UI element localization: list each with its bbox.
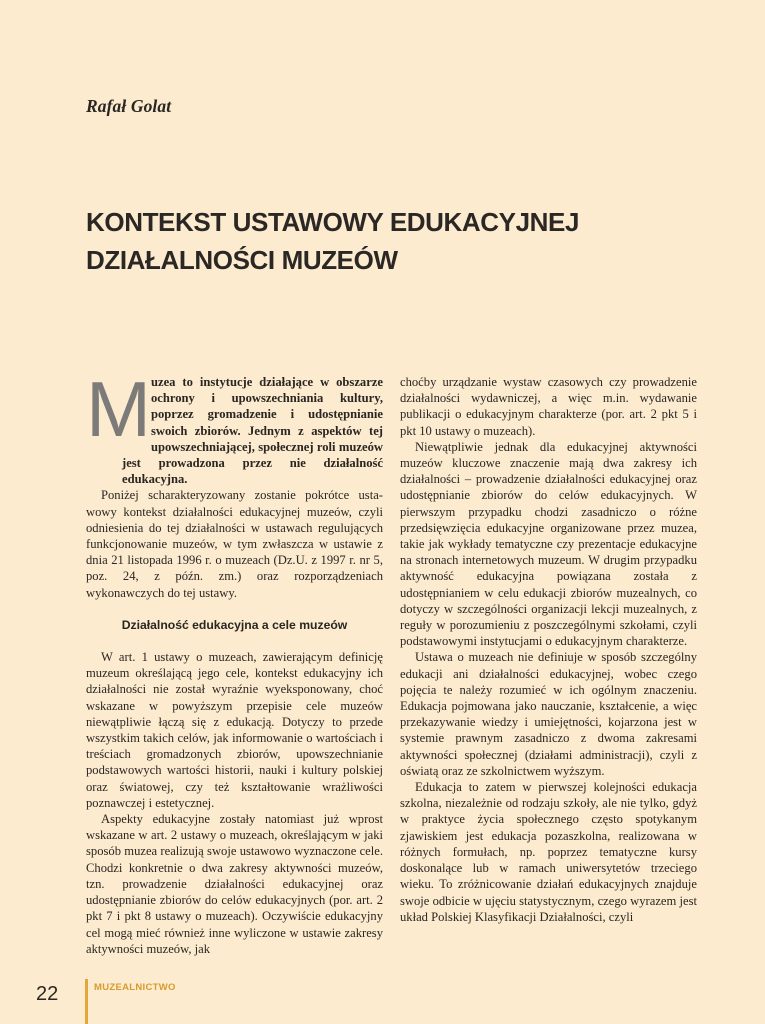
title-line-1: KONTEKST USTAWOWY EDUKACYJNEJ: [86, 207, 580, 237]
drop-cap: M: [86, 365, 147, 453]
author-name: Rafał Golat: [86, 96, 172, 116]
paragraph: Aspekty edukacyjne zostały natomiast już wprost wskazane w art. 2 ustawy o muzeach, określającym w jaki sposób muzea realizują swoje ustawowo wyznaczone cele. Chodzi konkretnie o dwa zakresy aktywności muzeów, tzn. prowadzenie działalności edukacyjnej oraz udostępnianie zbiorów do celów edukacyjnych (por. art. 2 pkt 7 i pkt 8 ustawy o muzeach). Oczywiście edukacyjny cel mogą mieć również inne wyliczone w ustawie zakresy aktywności muzeów, jak: [86, 812, 383, 956]
page-number: 22: [36, 983, 59, 1005]
paragraph: Ustawa o muzeach nie definiuje w sposób szczególny edukacji ani działalności edukacyjnej, wobec czego pojęcia te należy rozumieć w ich ogólnym znaczeniu. Edukacja pojmowana jako nauczanie, kształcenie, a więc przekazywanie wiedzy i umiejętności, kojarzona jest w systemie prawnym zasadniczo z dwoma zakresami aktywności społecznej (działami administracji), czyli z oświatą oraz ze szkolnictwem wyższym.: [400, 650, 697, 778]
section-heading: Działalność edukacyjna a cele muzeów: [121, 617, 348, 632]
paragraph: Edukacja to zatem w pierwszej kolejności edukacja szkolna, niezależnie od rodzaju szkoły, ale nie tylko, gdyż w praktyce życia społecznego często spotykanym zjawiskiem jest edukacja pozaszkolna, realizowana w różnych formułach, np. poprzez tematyczne kursy doskonalące lub w ramach uniwersytetów trzeciego wieku. To zróżnicowanie działań edukacyjnych znajduje swoje odbicie w ujęciu statystycznym, czego wyrazem jest układ Polskiej Klasyfikacji Działalności, czyli: [400, 780, 697, 924]
paragraph: Poniżej scharakteryzowany zostanie pokrótce ustawowy kontekst działalności edukacyjnej muzeów, czyli odniesienia do tej działalności w ustawach regulujących funkcjonowanie muzeów, w tym zwłaszcza w ustawie z dnia 21 listopada 1996 r. o muzeach (Dz.U. z 1997 r. nr 5, poz. 24, z późn. zm.) oraz rozporządzeniach wykonawczych do tej ustawy.: [86, 488, 383, 600]
paragraph: Niewątpliwie jednak dla edukacyjnej aktywności muzeów kluczowe znaczenie mają dwa zakresy ich działalności – prowadzenie działalności edukacyjnej oraz udostępnianie zbiorów do celów edukacyjnych. W pierwszym przypadku chodzi zasadniczo o różne przedsięwzięcia edukacyjne organizowane przez muzea, takie jak wykłady tematyczne czy prezentacje edukacyjne na stronach internetowych muzeum. W drugim przypadku aktywność edukacyjna powiązana została z udostępnianiem w celu edukacji zbiorów muzealnych, co dotyczy w szczególności organizacji lekcji muzealnych, z reguły w porozumieniu z poszczególnymi szkołami, czyli podstawowymi instytucjami o edukacyjnym charakterze.: [400, 439, 697, 649]
footer-divider: [85, 979, 88, 1024]
journal-name: MUZEALNICTWO: [94, 982, 176, 993]
left-column: [86, 365, 383, 957]
title-line-2: DZIAŁALNOŚCI MUZEÓW: [86, 245, 398, 275]
paragraph: choćby urządzanie wystaw czasowych czy prowadzenie działalności wydawniczej, a więc m.in. wydawanie publikacji o edukacyjnym charakterze (por. art. 2 pkt 5 i pkt 10 ustawy o muzeach).: [400, 375, 697, 438]
paragraph: W art. 1 ustawy o muzeach, zawierającym definicję muzeum określającą jego cele, kontekst edukacyjny ich działalności nie został wyraźnie wyeksponowany, choć wskazane w powyższym przepisie cele muzeów niewątpliwie łączą się z edukacją. Dotyczy to przede wszystkim takich celów, jak informowanie o wartościach i treściach gromadzonych zbiorów, upowszechnianie podstawowych wartości historii, nauki i kultury polskiej oraz światowej, czy też kształtowanie wrażliwości poznawczej i estetycznej.: [86, 650, 383, 810]
lead-block: [86, 365, 383, 487]
right-column: [400, 374, 697, 925]
lead-paragraph: uzea to instytucje działające w obszarze ochrony i upowszechniania kultury, poprzez gromadzenie i udostępnianie swoich zbiorów. Jednym z aspektów tej upowszechniającej, społecznej roli muzeów jest prowadzona przez nie działalność edukacyjna.: [122, 375, 383, 487]
article-title: [86, 203, 686, 279]
